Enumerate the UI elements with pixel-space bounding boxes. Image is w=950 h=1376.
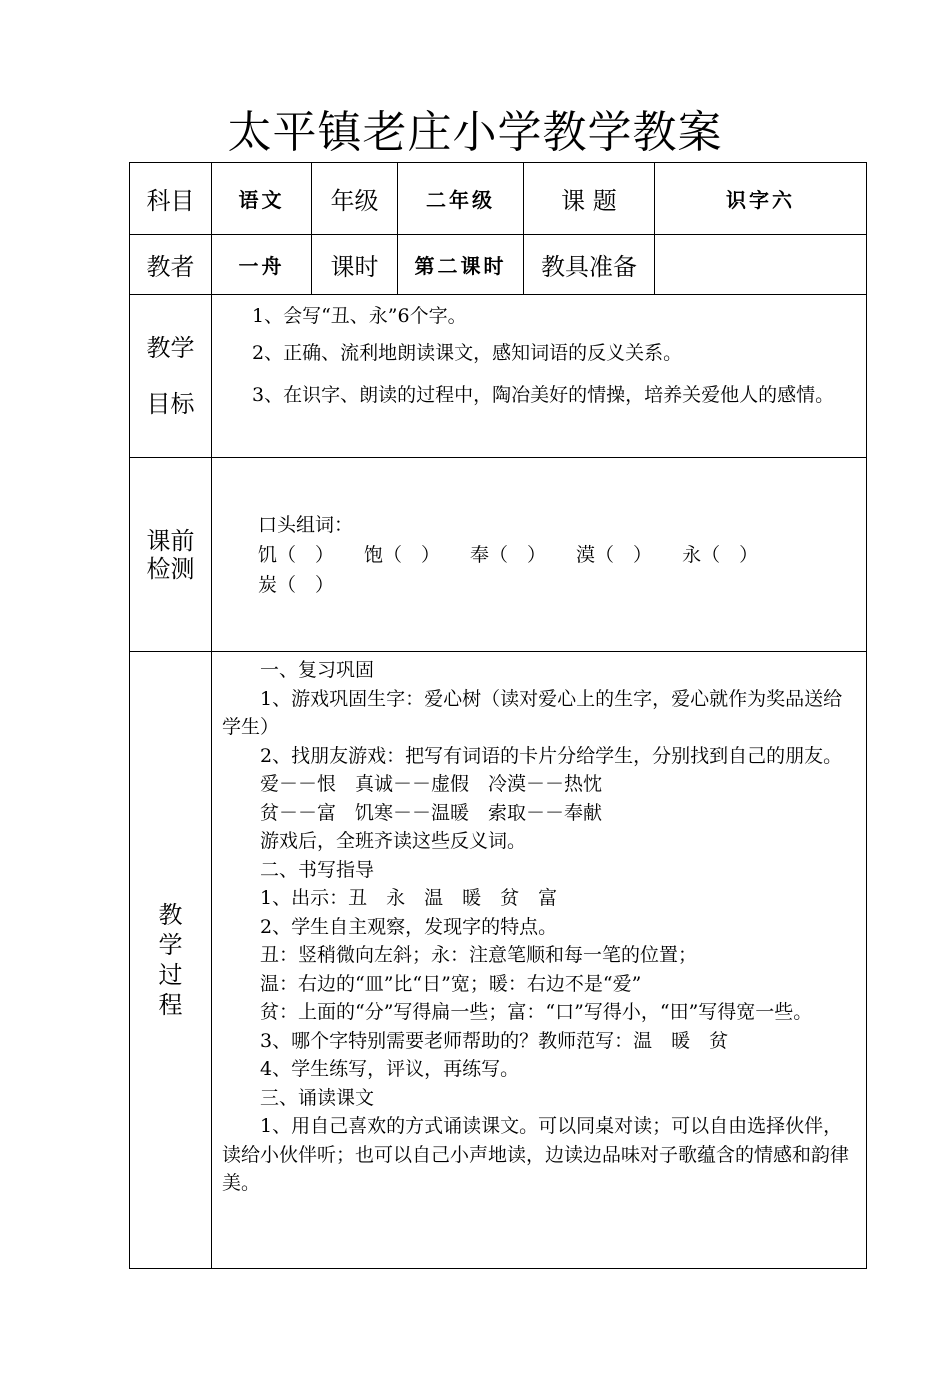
pretest-word: 奉（ ） (470, 543, 547, 566)
process-line: 3、哪个字特别需要老师帮助的？教师范写：温 暖 贫 (260, 1029, 729, 1052)
tools-label: 教具准备 (524, 235, 655, 295)
goals-row (130, 295, 867, 458)
goal-item: 1、会写“丑、永”6个字。 (252, 305, 467, 327)
goals-label-line1: 教学 (146, 334, 195, 362)
tools-value (655, 235, 867, 295)
pretest-content (212, 458, 867, 652)
period-value: 第二课时 (398, 235, 524, 295)
grade-label: 年级 (312, 163, 398, 235)
topic-value: 识字六 (655, 163, 867, 235)
page-title: 太平镇老庄小学教学教案 (227, 107, 723, 158)
grade-value: 二年级 (398, 163, 524, 235)
process-line: 游戏后，全班齐读这些反义词。 (260, 830, 527, 852)
process-line: 1、用自己喜欢的方式诵读课文。可以同桌对读；可以自由选择伙伴，读给小伙伴听；也可以自己小声地读，边读边品味对子歌蕴含的情感和韵律美。 (222, 1115, 850, 1194)
process-label (130, 652, 212, 1269)
process-label-char: 过 (158, 961, 183, 989)
pretest-label-line2: 检测 (146, 554, 195, 583)
topic-label: 课 题 (524, 163, 655, 235)
process-line: 一、复习巩固 (260, 659, 375, 681)
process-line: 二、书写指导 (260, 858, 375, 881)
pretest-heading: 口头组词： (258, 513, 354, 536)
process-line: 三、诵读课文 (260, 1086, 375, 1109)
process-content (212, 652, 867, 1269)
process-line: 2、学生自主观察，发现字的特点。 (260, 915, 558, 938)
pretest-label-line1: 课前 (146, 526, 195, 555)
subject-value: 语文 (212, 163, 312, 235)
process-line: 贫－－富 饥寒－－温暖 索取－－奉献 (260, 801, 603, 824)
goals-label (130, 295, 212, 458)
pretest-label (130, 458, 212, 652)
process-line: 温：右边的“皿”比“日”宽；暖：右边不是“爱” (260, 972, 642, 995)
process-line: 贫：上面的“分”写得扁一些；富：“口”写得小，“田”写得宽一些。 (260, 1001, 813, 1023)
teacher-value: 一舟 (212, 235, 312, 295)
process-line: 1、游戏巩固生字：爱心树（读对爱心上的生字，爱心就作为奖品送给学生） (222, 687, 843, 738)
process-line: 1、出示：丑 永 温 暖 贫 富 (260, 887, 558, 909)
pretest-word: 饱（ ） (364, 543, 441, 566)
pretest-row (130, 458, 867, 652)
pretest-word: 永（ ） (682, 543, 759, 566)
pretest-word: 炭（ ） (258, 573, 335, 596)
process-line: 4、学生练写，评议，再练写。 (260, 1058, 520, 1080)
header-row-2 (130, 235, 867, 295)
pretest-word: 漠（ ） (576, 543, 653, 566)
process-label-char: 教 (158, 901, 183, 929)
process-line: 丑：竖稍微向左斜；永：注意笔顺和每一笔的位置； (260, 944, 698, 966)
teacher-label: 教者 (130, 235, 212, 295)
period-label: 课时 (312, 235, 398, 295)
goal-item: 3、在识字、朗读的过程中，陶冶美好的情操，培养关爱他人的感情。 (252, 384, 835, 406)
goals-content (212, 295, 867, 458)
process-label-char: 程 (158, 991, 183, 1019)
header-row-1 (130, 163, 867, 235)
goal-item: 2、正确、流利地朗读课文，感知词语的反义关系。 (252, 342, 683, 364)
pretest-words (258, 540, 866, 600)
goals-label-line2: 目标 (146, 390, 195, 418)
subject-label: 科目 (130, 163, 212, 235)
process-line: 2、找朋友游戏：把写有词语的卡片分给学生，分别找到自己的朋友。 (260, 744, 843, 767)
pretest-word: 饥（ ） (258, 543, 335, 566)
process-row (130, 652, 867, 1269)
lesson-plan-table (129, 162, 867, 1269)
process-label-char: 学 (158, 931, 183, 959)
process-line: 爱－－恨 真诚－－虚假 冷漠－－热忱 (260, 773, 603, 795)
